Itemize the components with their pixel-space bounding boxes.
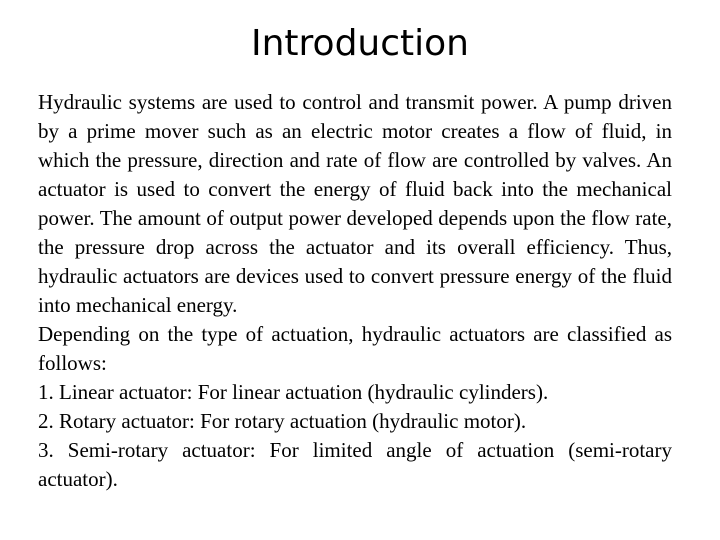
slide-title: Introduction [250,23,469,64]
intro-paragraph: Hydraulic systems are used to control and transmit power. A pump driven by a prime mover such as an electric motor creates a flow of fluid, in which the pressure, direction and rate of flow are controlled by valves. An actuator is used to convert the energy of fluid back into the mechanical power. The amount of output power developed depends upon the flow rate, the pressure drop across the actuator and its overall efficiency. Thus, hydraulic actuators are devices used to convert pressure energy of the fluid into mechanical energy. [38,90,672,317]
list-item-linear-actuator: 1. Linear actuator: For linear actuation (hydraulic cylinders). [38,380,549,404]
slide-body [38,88,672,494]
classification-paragraph: Depending on the type of actuation, hydraulic actuators are classified as follows: [38,322,672,375]
list-item-semi-rotary-actuator: 3. Semi-rotary actuator: For limited angle of actuation (semi-rotary actuator). [38,438,672,491]
list-item-rotary-actuator: 2. Rotary actuator: For rotary actuation (hydraulic motor). [38,409,527,433]
actuator-type-list [38,378,672,494]
